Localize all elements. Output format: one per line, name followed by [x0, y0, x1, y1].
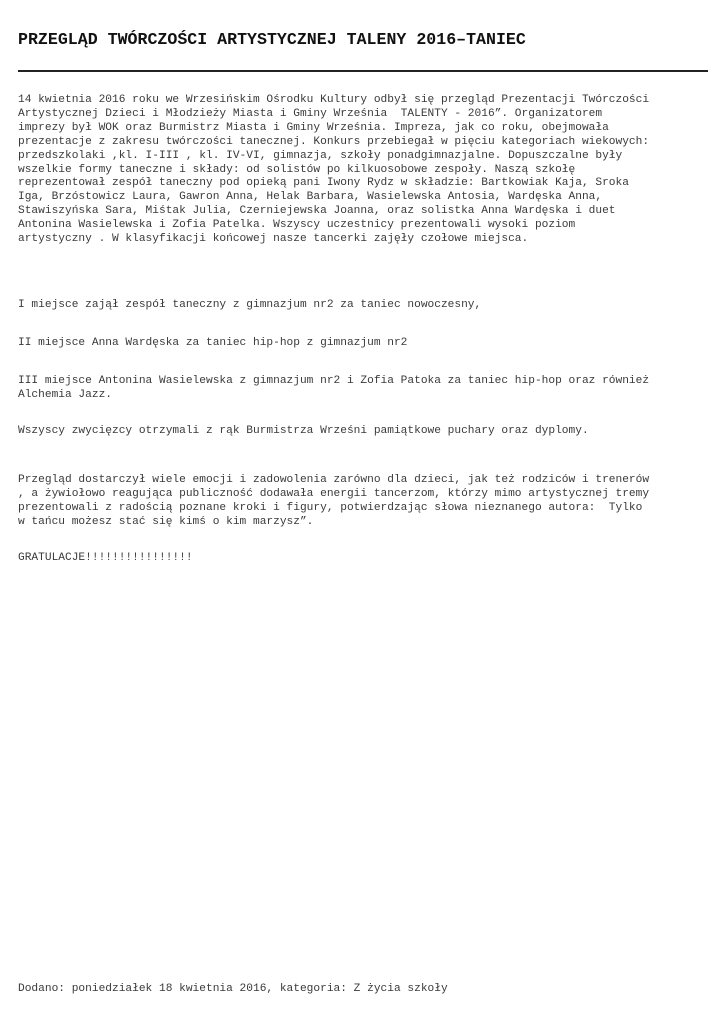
intro-line: Artystycznej Dzieci i Młodzieży Miasta i Gminy Września TALENTY - 2016”. Organizatorem [18, 107, 603, 120]
summary-line: w tańcu możesz stać się kimś o kim marzysz”. [18, 515, 314, 528]
title-divider [18, 70, 708, 72]
third-place-line: Alchemia Jazz. [18, 388, 112, 401]
intro-line: Stawiszyńska Sara, Miśtak Julia, Czerniejewska Joanna, oraz solistka Anna Wardęska i duet [18, 205, 616, 218]
intro-line: prezentacje z zakresu twórczości tanecznej. Konkurs przebiegał w pięciu kategoriach wiekowych: [18, 135, 650, 148]
third-place-line: III miejsce Antonina Wasielewska z gimnazjum nr2 i Zofia Patoka za taniec hip-hop oraz również [18, 375, 650, 387]
winners-paragraph: Wszyscy zwycięzcy otrzymali z rąk Burmistrza Wrześni pamiątkowe puchary oraz dyplomy. [18, 425, 589, 437]
intro-line: artystyczny . W klasyfikacji końcowej nasze tancerki zajęły czołowe miejsca. [18, 233, 529, 246]
intro-line: Iga, Brzóstowicz Laura, Gawron Anna, Helak Barbara, Wasielewska Antosia, Wardęska Anna, [18, 191, 603, 204]
intro-line: 14 kwietnia 2016 roku we Wrzesińskim Ośrodku Kultury odbył się przegląd Prezentacji Twórczości [18, 94, 650, 106]
summary-line: Przegląd dostarczył wiele emocji i zadowolenia zarówno dla dzieci, jak też rodziców i trenerów [18, 474, 650, 486]
congratulations-text: GRATULACJE!!!!!!!!!!!!!!!! [18, 552, 193, 564]
intro-paragraph [18, 94, 649, 247]
intro-line: reprezentował zespół taneczny pod opieką pani Iwony Rydz w składzie: Bartkowiak Kaja, Sroka [18, 177, 629, 190]
third-place-paragraph [18, 375, 649, 403]
posted-info-footer: Dodano: poniedziałek 18 kwietnia 2016, kategoria: Z życia szkoły [18, 983, 448, 995]
intro-line: imprezy był WOK oraz Burmistrz Miasta i Gminy Września. Impreza, jak co roku, obejmowała [18, 121, 609, 134]
first-place-paragraph: I miejsce zajął zespół taneczny z gimnazjum nr2 za taniec nowoczesny, [18, 299, 482, 311]
second-place-paragraph: II miejsce Anna Wardęska za taniec hip-hop z gimnazjum nr2 [18, 337, 408, 349]
summary-line: , a żywiołowo reagująca publiczność dodawała energii tancerzom, którzy mimo artystycznej tremy [18, 487, 650, 500]
intro-line: Antonina Wasielewska i Zofia Patelka. Wszyscy uczestnicy prezentowali wysoki poziom [18, 219, 576, 232]
intro-line: wszelkie formy taneczne i składy: od solistów po kilkuosobowe zespoły. Naszą szkołę [18, 163, 576, 176]
article-title: PRZEGLĄD TWÓRCZOŚCI ARTYSTYCZNEJ TALENY 2016–TANIEC [18, 30, 526, 49]
summary-paragraph [18, 474, 649, 530]
summary-line: prezentowali z radością poznane kroki i figury, potwierdzając słowa nieznanego autora: Tylko [18, 501, 643, 514]
intro-line: przedszkolaki ,kl. I-III , kl. IV-VI, gimnazja, szkoły ponadgimnazjalne. Dopuszczalne były [18, 149, 623, 162]
